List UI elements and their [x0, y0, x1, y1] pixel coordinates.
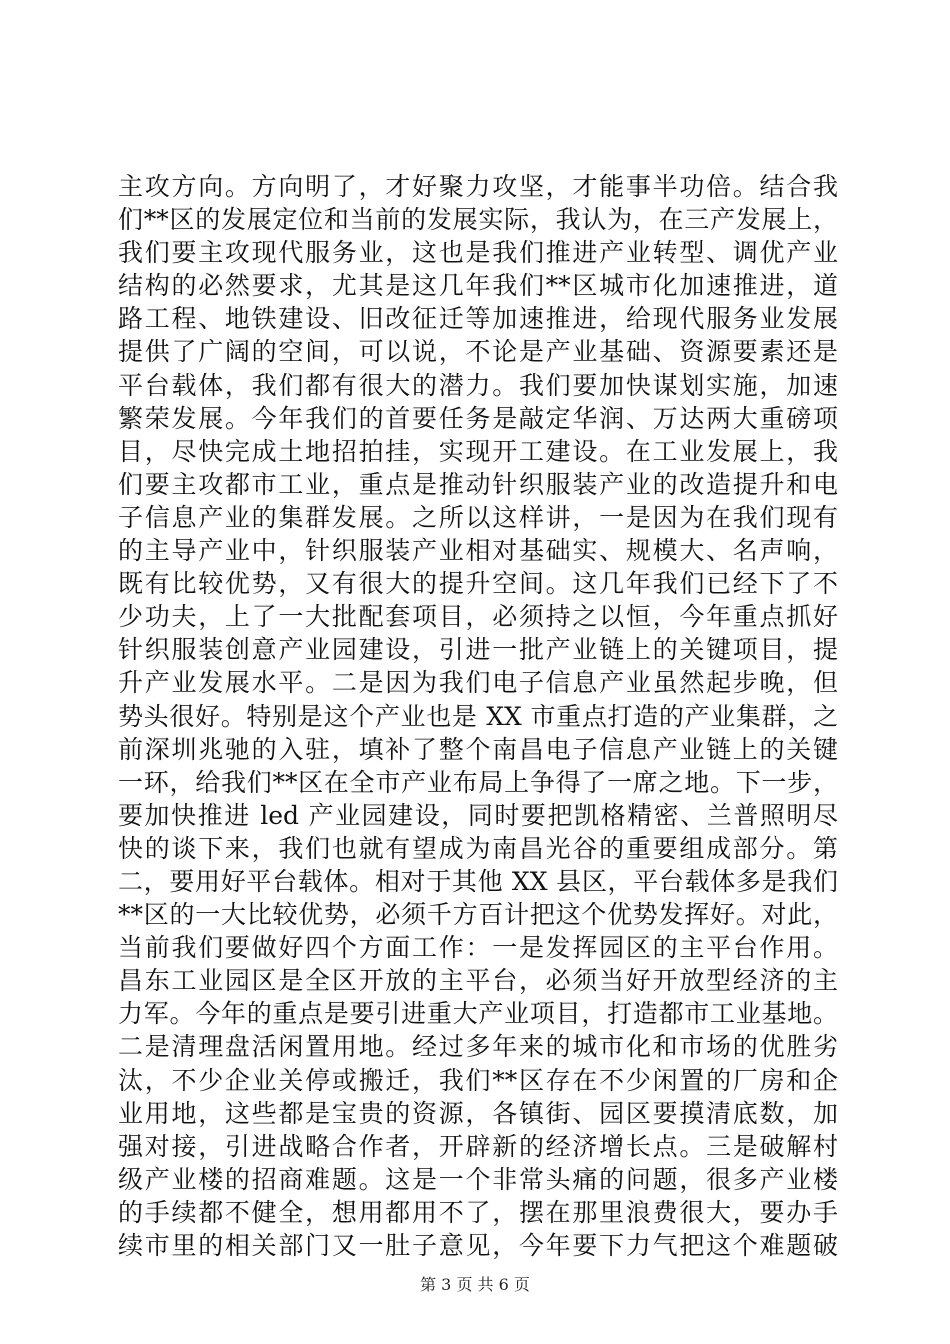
text-line: 一环，给我们**区在全市产业布局上争得了一席之地。下一步，: [118, 767, 838, 797]
text-line: 升产业发展水平。二是因为我们电子信息产业虽然起步晚，但: [118, 668, 838, 698]
text-line: 目，尽快完成土地招拍挂，实现开工建设。在工业发展上，我: [118, 436, 838, 466]
text-line: 级产业楼的招商难题。这是一个非常头痛的问题，很多产业楼: [118, 1164, 838, 1194]
text-line: 提供了广阔的空间，可以说，不论是产业基础、资源要素还是: [118, 337, 838, 367]
page-footer: 第 3 页 共 6 页: [420, 1275, 530, 1294]
text-line: 要加快推进 led 产业园建设，同时要把凯格精密、兰普照明尽: [118, 800, 838, 830]
text-line: 平台载体，我们都有很大的潜力。我们要加快谋划实施，加速: [118, 370, 838, 400]
text-line: 既有比较优势，又有很大的提升空间。这几年我们已经下了不: [118, 569, 838, 599]
text-line: 路工程、地铁建设、旧改征迁等加速推进，给现代服务业发展: [118, 304, 838, 334]
text-line: **区的一大比较优势，必须千方百计把这个优势发挥好。对此，: [118, 900, 838, 930]
text-line: 的主导产业中，针织服装产业相对基础实、规模大、名声响，: [118, 536, 838, 566]
text-line: 主攻方向。方向明了，才好聚力攻坚，才能事半功倍。结合我: [118, 172, 838, 201]
body-text: [118, 170, 838, 1262]
text-line: 子信息产业的集群发展。之所以这样讲，一是因为在我们现有: [118, 502, 838, 532]
text-line: 汰，不少企业关停或搬迁，我们**区存在不少闲置的厂房和企: [118, 1065, 838, 1095]
text-line: 的手续都不健全，想用都用不了，摆在那里浪费很大，要办手: [118, 1197, 838, 1227]
text-line: 结构的必然要求，尤其是这几年我们**区城市化加速推进，道: [118, 271, 838, 301]
text-line: 前深圳兆驰的入驻，填补了整个南昌电子信息产业链上的关键: [118, 734, 838, 764]
text-line: 强对接，引进战略合作者，开辟新的经济增长点。三是破解村: [118, 1131, 838, 1161]
text-line: 繁荣发展。今年我们的首要任务是敲定华润、万达两大重磅项: [118, 403, 838, 433]
text-line: 我们要主攻现代服务业，这也是我们推进产业转型、调优产业: [118, 238, 838, 268]
text-line: 们要主攻都市工业，重点是推动针织服装产业的改造提升和电: [118, 469, 838, 499]
text-line: 力军。今年的重点是要引进重大产业项目，打造都市工业基地。: [118, 999, 838, 1029]
text-line: 业用地，这些都是宝贵的资源，各镇街、园区要摸清底数，加: [118, 1098, 838, 1128]
text-line: 少功夫，上了一大批配套项目，必须持之以恒，今年重点抓好: [118, 602, 838, 632]
text-line: 二是清理盘活闲置用地。经过多年来的城市化和市场的优胜劣: [118, 1032, 838, 1062]
text-line: 们**区的发展定位和当前的发展实际，我认为，在三产发展上，: [118, 205, 838, 235]
text-line: 势头很好。特别是这个产业也是 XX 市重点打造的产业集群，之: [118, 701, 838, 731]
text-line: 快的谈下来，我们也就有望成为南昌光谷的重要组成部分。第: [118, 833, 838, 863]
text-line: 二，要用好平台载体。相对于其他 XX 县区，平台载体多是我们: [118, 866, 838, 896]
text-line: 昌东工业园区是全区开放的主平台，必须当好开放型经济的主: [118, 966, 838, 996]
text-line: 针织服装创意产业园建设，引进一批产业链上的关键项目，提: [118, 635, 838, 665]
text-line: 续市里的相关部门又一肚子意见，今年要下力气把这个难题破: [118, 1231, 838, 1260]
text-line: 当前我们要做好四个方面工作：一是发挥园区的主平台作用。: [118, 933, 838, 963]
